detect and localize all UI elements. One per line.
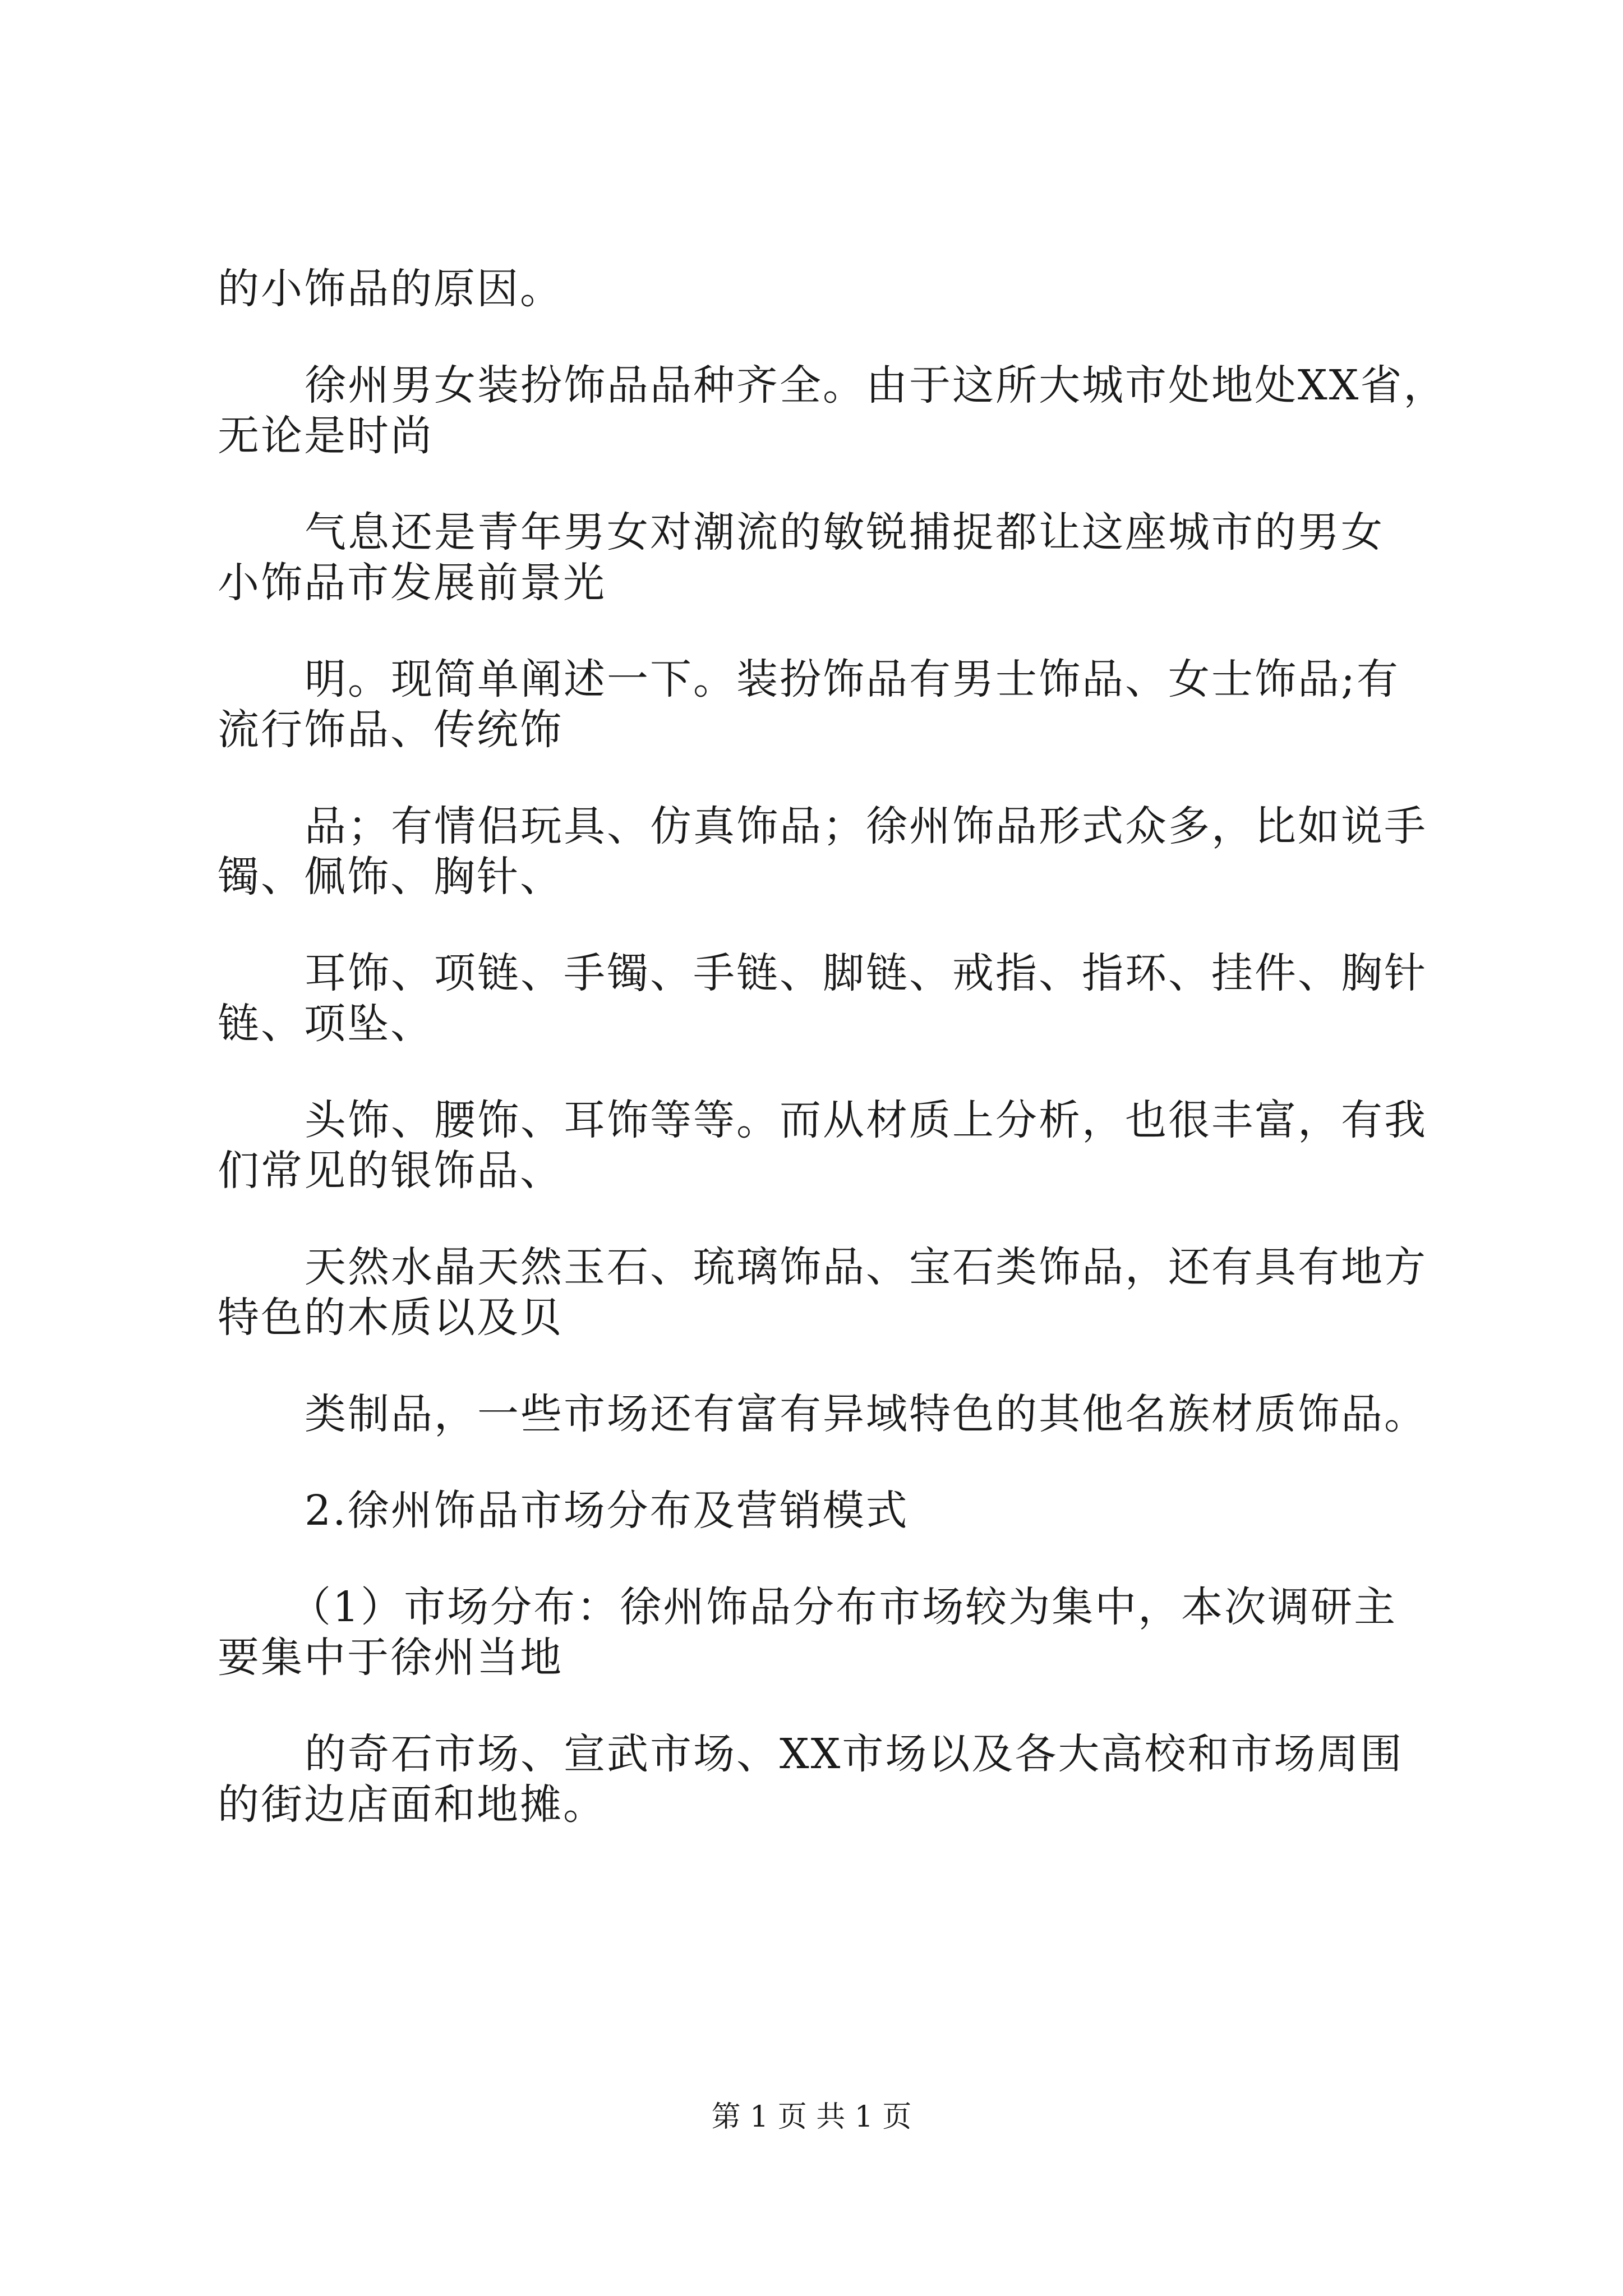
section-heading: 2.徐州饰品市场分布及营销模式 — [305, 1487, 909, 1535]
paragraph-line: 耳饰、项链、手镯、手链、脚链、戒指、指环、挂件、胸针 — [305, 949, 1427, 997]
text-line: 流行饰品、传统饰 — [218, 706, 563, 754]
document-body — [218, 264, 1447, 1830]
paragraph-line: 类制品，一些市场还有富有异域特色的其他名族材质饰品。 — [305, 1390, 1427, 1438]
text-line: 们常见的银饰品、 — [218, 1147, 563, 1195]
text-line: 的小饰品的原因。 — [218, 265, 563, 313]
paragraph-line: 明。现简单阐述一下。装扮饰品有男士饰品、女士饰品;有 — [305, 655, 1400, 703]
paragraph-line: （1）市场分布：徐州饰品分布市场较为集中，本次调研主 — [289, 1583, 1398, 1631]
text-line: 特色的木质以及贝 — [218, 1294, 563, 1342]
paragraph-line: 气息还是青年男女对潮流的敏锐捕捉都让这座城市的男女 — [305, 508, 1384, 556]
text-line: 要集中于徐州当地 — [218, 1634, 563, 1682]
text-line: 镯、佩饰、胸针、 — [218, 853, 563, 901]
text-line: 无论是时尚 — [218, 412, 434, 460]
paragraph-line: 天然水晶天然玉石、琉璃饰品、宝石类饰品，还有具有地方 — [305, 1243, 1427, 1291]
text-line: 的街边店面和地摊。 — [218, 1780, 606, 1829]
paragraph-line: 的奇石市场、宣武市场、XX市场以及各大高校和市场周围 — [305, 1730, 1404, 1778]
paragraph-line: 头饰、腰饰、耳饰等等。而从材质上分析，也很丰富，有我 — [305, 1096, 1427, 1144]
text-line: 链、项坠、 — [218, 1000, 434, 1048]
paragraph-line: 徐州男女装扮饰品品种齐全。由于这所大城市处地处XX省， — [305, 361, 1447, 409]
text-line: 小饰品市发展前景光 — [218, 559, 606, 607]
paragraph-line: 品；有情侣玩具、仿真饰品；徐州饰品形式众多，比如说手 — [305, 802, 1427, 850]
page-footer: 第 1 页 共 1 页 — [711, 2100, 912, 2134]
